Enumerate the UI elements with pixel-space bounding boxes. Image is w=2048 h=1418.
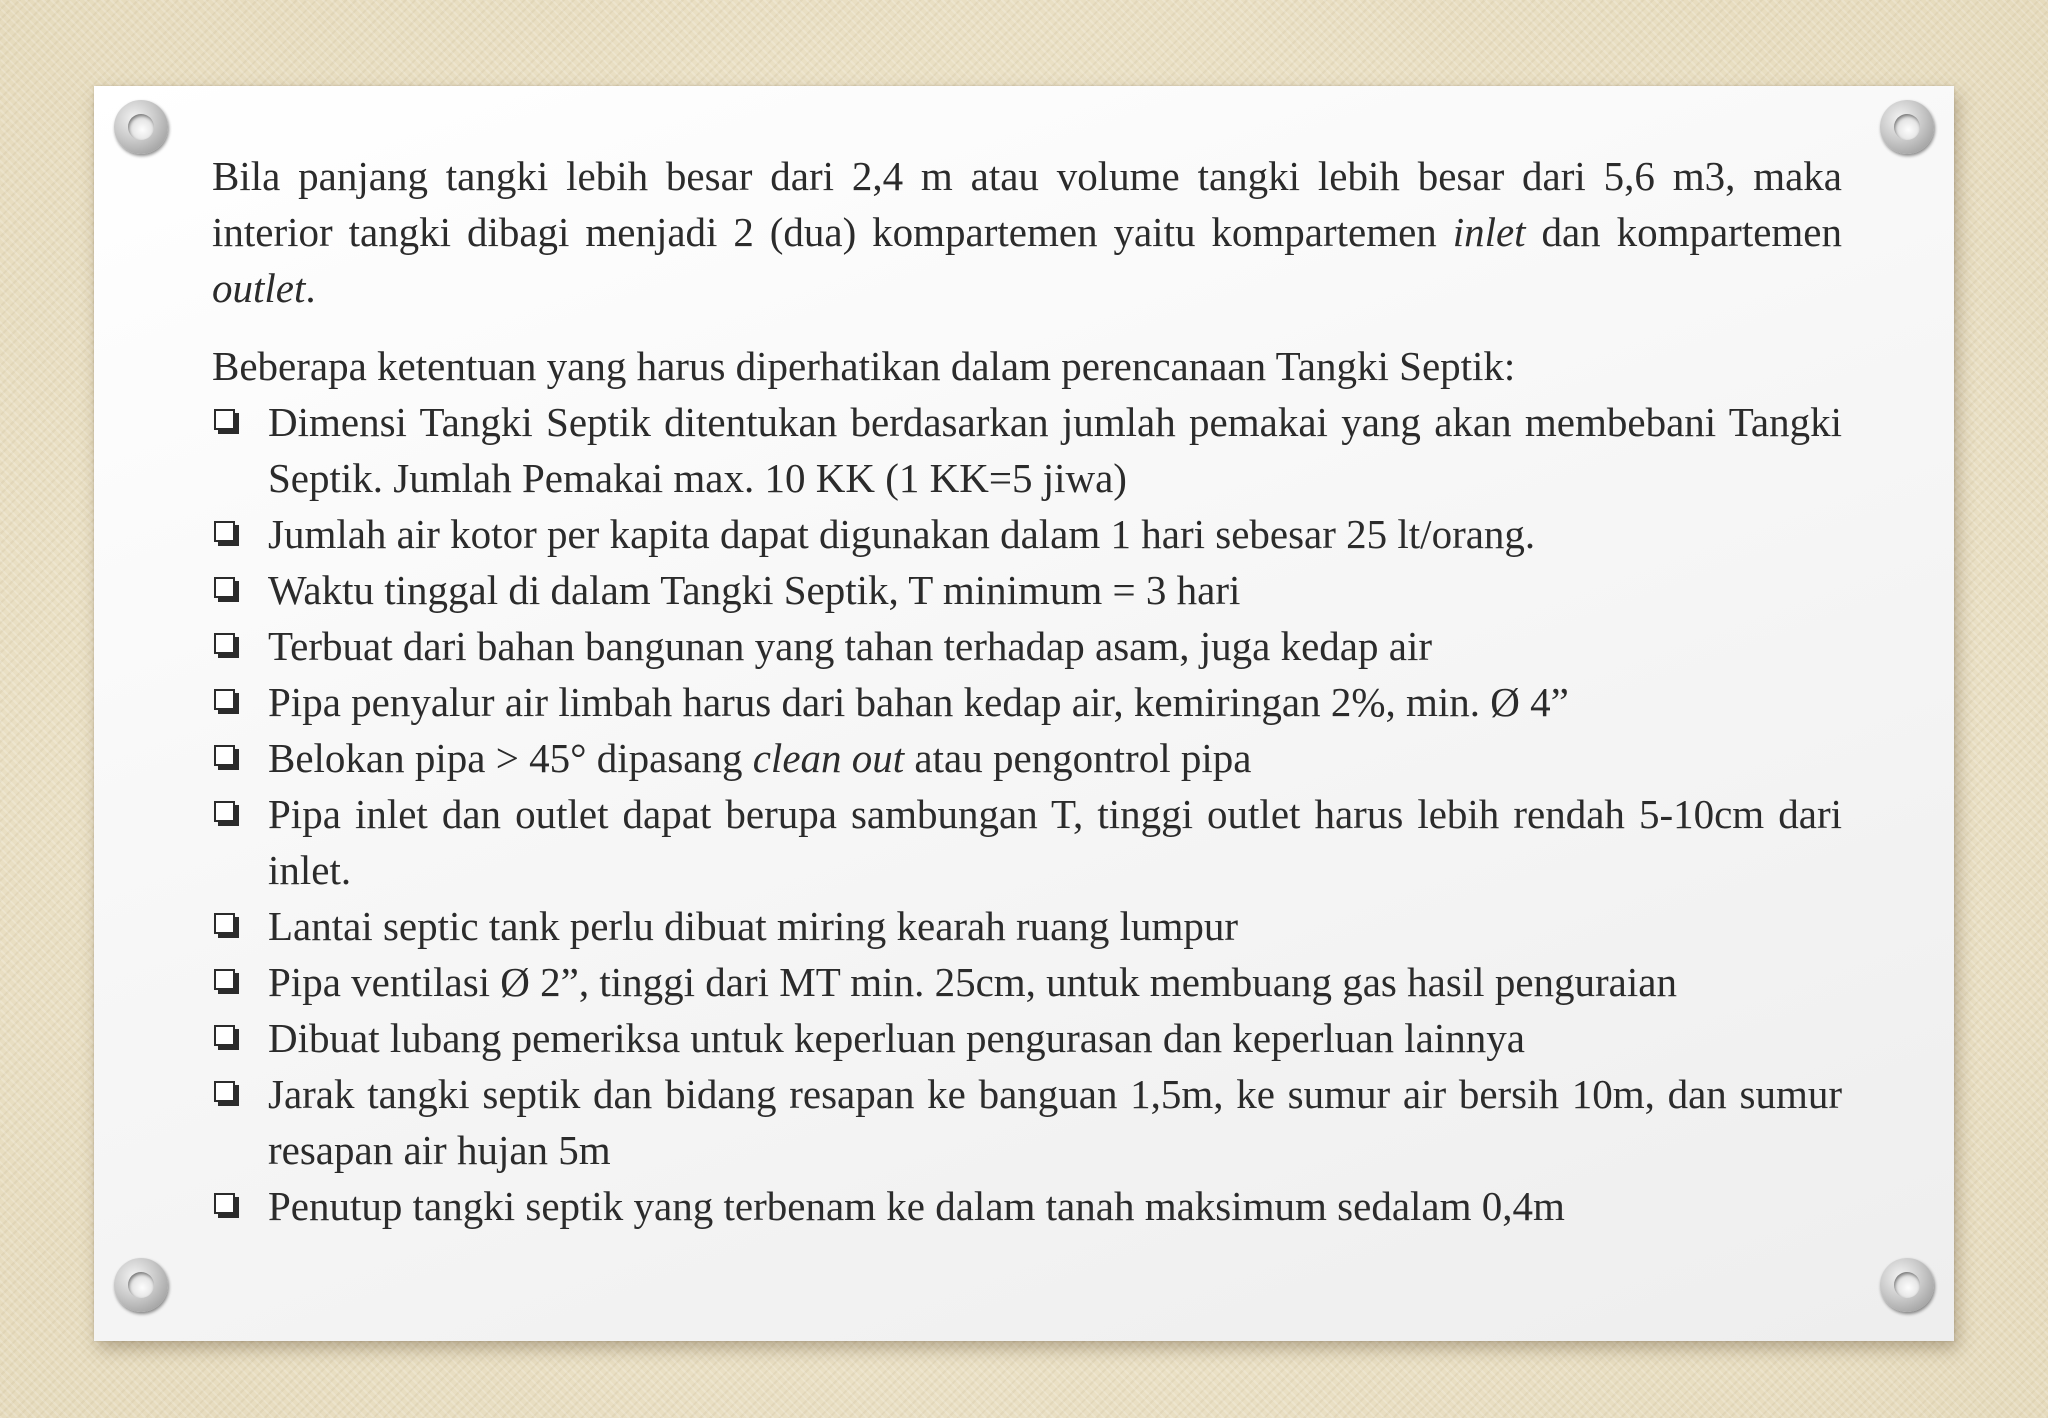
grommet-icon (114, 1258, 168, 1312)
list-item-text: Pipa penyalur air limbah harus dari bahan kedap air, kemiringan 2%, min. Ø 4” (268, 679, 1569, 725)
list-item-text: Jumlah air kotor per kapita dapat digunakan dalam 1 hari sebesar 25 lt/orang. (268, 511, 1536, 557)
checkbox-bullet-icon (214, 633, 235, 654)
checkbox-bullet-icon (214, 577, 235, 598)
list-item-text: Penutup tangki septik yang terbenam ke dalam tanah maksimum sedalam 0,4m (268, 1183, 1565, 1229)
list-intro: Beberapa ketentuan yang harus diperhatikan dalam perencanaan Tangki Septik: (212, 343, 1516, 389)
list-item-text: Jarak tangki septik dan bidang resapan ke banguan 1,5m, ke sumur air bersih 10m, dan sumur resapan air hujan 5m (268, 1071, 1842, 1173)
paragraph-text: dan kompartemen (1525, 209, 1842, 255)
grommet-icon (1880, 1258, 1934, 1312)
list-item-text: Pipa ventilasi Ø 2”, tinggi dari MT min. 25cm, untuk membuang gas hasil penguraian (268, 959, 1677, 1005)
checkbox-bullet-icon (214, 1193, 235, 1214)
list-item (212, 674, 1842, 730)
list-item (212, 954, 1842, 1010)
paragraph-text: . (305, 265, 316, 311)
checkbox-bullet-icon (214, 689, 235, 710)
checkbox-bullet-icon (214, 1025, 235, 1046)
checkbox-bullet-icon (214, 969, 235, 990)
list-item (212, 1010, 1842, 1066)
list-item (212, 618, 1842, 674)
list-item (212, 786, 1842, 898)
list-item-text: Terbuat dari bahan bangunan yang tahan terhadap asam, juga kedap air (268, 623, 1432, 669)
term-outlet: outlet (212, 265, 306, 311)
requirements-list (212, 394, 1842, 1234)
checkbox-bullet-icon (214, 521, 235, 542)
term-clean-out: clean out (752, 735, 905, 781)
list-item-text: Belokan pipa > 45° dipasang (268, 735, 753, 781)
list-item-text: Dimensi Tangki Septik ditentukan berdasarkan jumlah pemakai yang akan membebani Tangki Septik. Jumlah Pemakai max. 10 KK (1 KK=5 jiwa) (268, 399, 1842, 501)
checkbox-bullet-icon (214, 745, 235, 766)
list-item (212, 1066, 1842, 1178)
list-item-text: atau pengontrol pipa (904, 735, 1252, 781)
grommet-icon (114, 100, 168, 154)
list-item-text: Pipa inlet dan outlet dapat berupa sambungan T, tinggi outlet harus lebih rendah 5-10cm dari inlet. (268, 791, 1842, 893)
paragraph-text: Bila panjang tangki lebih besar dari 2,4 m atau volume tangki lebih besar dari 5,6 m3, maka interior tangki dibagi menjadi 2 (dua) kompartemen yaitu kompartemen (212, 153, 1842, 255)
list-item (212, 394, 1842, 506)
grommet-icon (1880, 100, 1934, 154)
list-item-text: Waktu tinggal di dalam Tangki Septik, T minimum = 3 hari (268, 567, 1241, 613)
list-item (212, 898, 1842, 954)
list-item (212, 730, 1842, 786)
paragraph-tank-compartments (212, 148, 1842, 316)
checkbox-bullet-icon (214, 801, 235, 822)
term-inlet: inlet (1452, 209, 1526, 255)
list-item (212, 562, 1842, 618)
list-item-text: Dibuat lubang pemeriksa untuk keperluan pengurasan dan keperluan lainnya (268, 1015, 1525, 1061)
checkbox-bullet-icon (214, 409, 235, 430)
checkbox-bullet-icon (214, 1081, 235, 1102)
slide-content (212, 148, 1842, 1234)
checkbox-bullet-icon (214, 913, 235, 934)
list-item (212, 1178, 1842, 1234)
list-item (212, 506, 1842, 562)
list-item-text: Lantai septic tank perlu dibuat miring kearah ruang lumpur (268, 903, 1239, 949)
